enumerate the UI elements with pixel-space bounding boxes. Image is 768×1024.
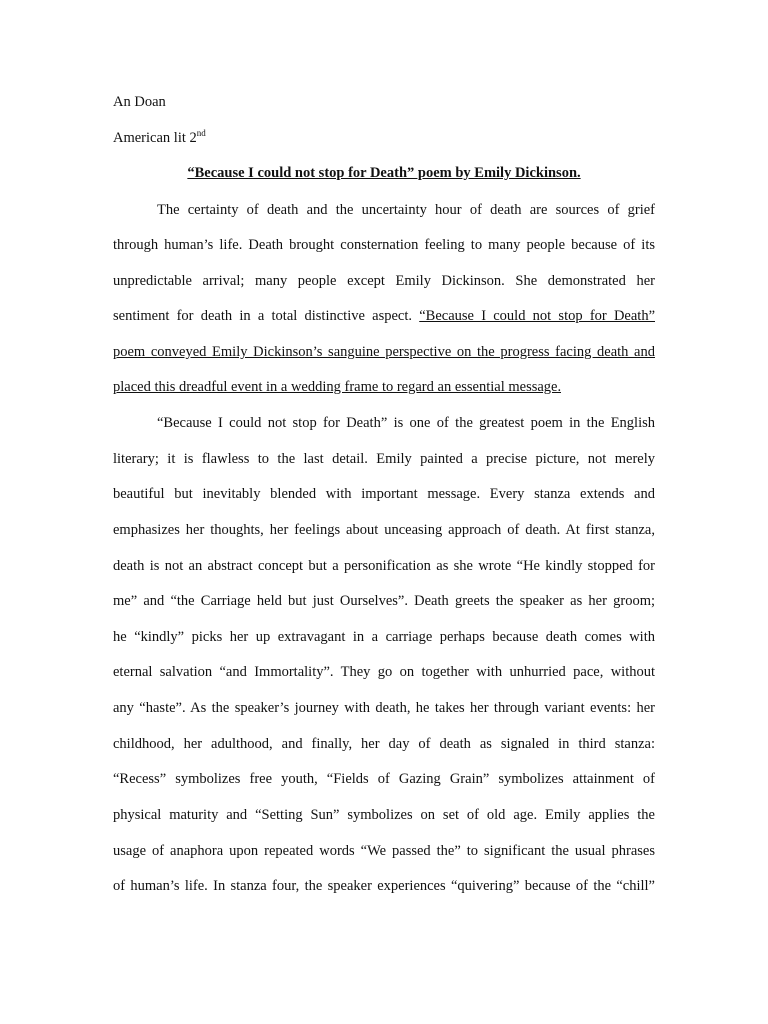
paragraph-line: [113, 307, 655, 325]
paragraph-line: eternal salvation “and Immortality”. They go on together with unhurried pace, without: [113, 664, 655, 680]
paragraph-line: beautiful but inevitably blended with important message. Every stanza extends and: [113, 486, 655, 502]
essay-title: “Because I could not stop for Death” poem by Emily Dickinson.: [187, 165, 581, 181]
underlined-thesis-line: poem conveyed Emily Dickinson’s sanguine perspective on the progress facing death and: [113, 344, 655, 360]
paragraph-line: “Because I could not stop for Death” is one of the greatest poem in the English: [157, 415, 655, 431]
class-name-text: American lit 2: [113, 130, 197, 146]
paragraph-line: “Recess” symbolizes free youth, “Fields of Gazing Grain” symbolizes attainment of: [113, 771, 655, 787]
underlined-thesis-line: placed this dreadful event in a wedding frame to regard an essential message.: [113, 379, 562, 395]
paragraph-line: physical maturity and “Setting Sun” symbolizes on set of old age. Emily applies the: [113, 807, 655, 823]
class-name: [113, 129, 206, 147]
paragraph-line: childhood, her adulthood, and finally, her day of death as signaled in third stanza:: [113, 736, 655, 752]
paragraph-line: literary; it is flawless to the last detail. Emily painted a precise picture, not merely: [113, 451, 655, 467]
paragraph-line: me” and “the Carriage held but just Ourselves”. Death greets the speaker as her groom;: [113, 593, 655, 609]
paragraph-line: of human’s life. In stanza four, the speaker experiences “quivering” because of the “chill”: [113, 878, 655, 894]
paragraph-line: The certainty of death and the uncertainty hour of death are sources of grief: [157, 202, 655, 218]
paragraph-line: any “haste”. As the speaker’s journey with death, he takes her through variant events: her: [113, 700, 655, 716]
underlined-thesis: “Because I could not stop for Death”: [419, 308, 655, 324]
paragraph-line: emphasizes her thoughts, her feelings about unceasing approach of death. At first stanza,: [113, 522, 655, 538]
paragraph-line: he “kindly” picks her up extravagant in a carriage perhaps because death comes with: [113, 629, 655, 645]
paragraph-line: through human’s life. Death brought consternation feeling to many people because of its: [113, 237, 655, 253]
line-text: sentiment for death in a total distinctive aspect.: [113, 308, 412, 324]
author-name: An Doan: [113, 94, 166, 110]
class-name-superscript: nd: [196, 128, 206, 139]
paragraph-line: death is not an abstract concept but a personification as she wrote “He kindly stopped for: [113, 558, 655, 574]
paragraph-line: usage of anaphora upon repeated words “We passed the” to significant the usual phrases: [113, 843, 655, 859]
paragraph-line: unpredictable arrival; many people except Emily Dickinson. She demonstrated her: [113, 273, 655, 289]
